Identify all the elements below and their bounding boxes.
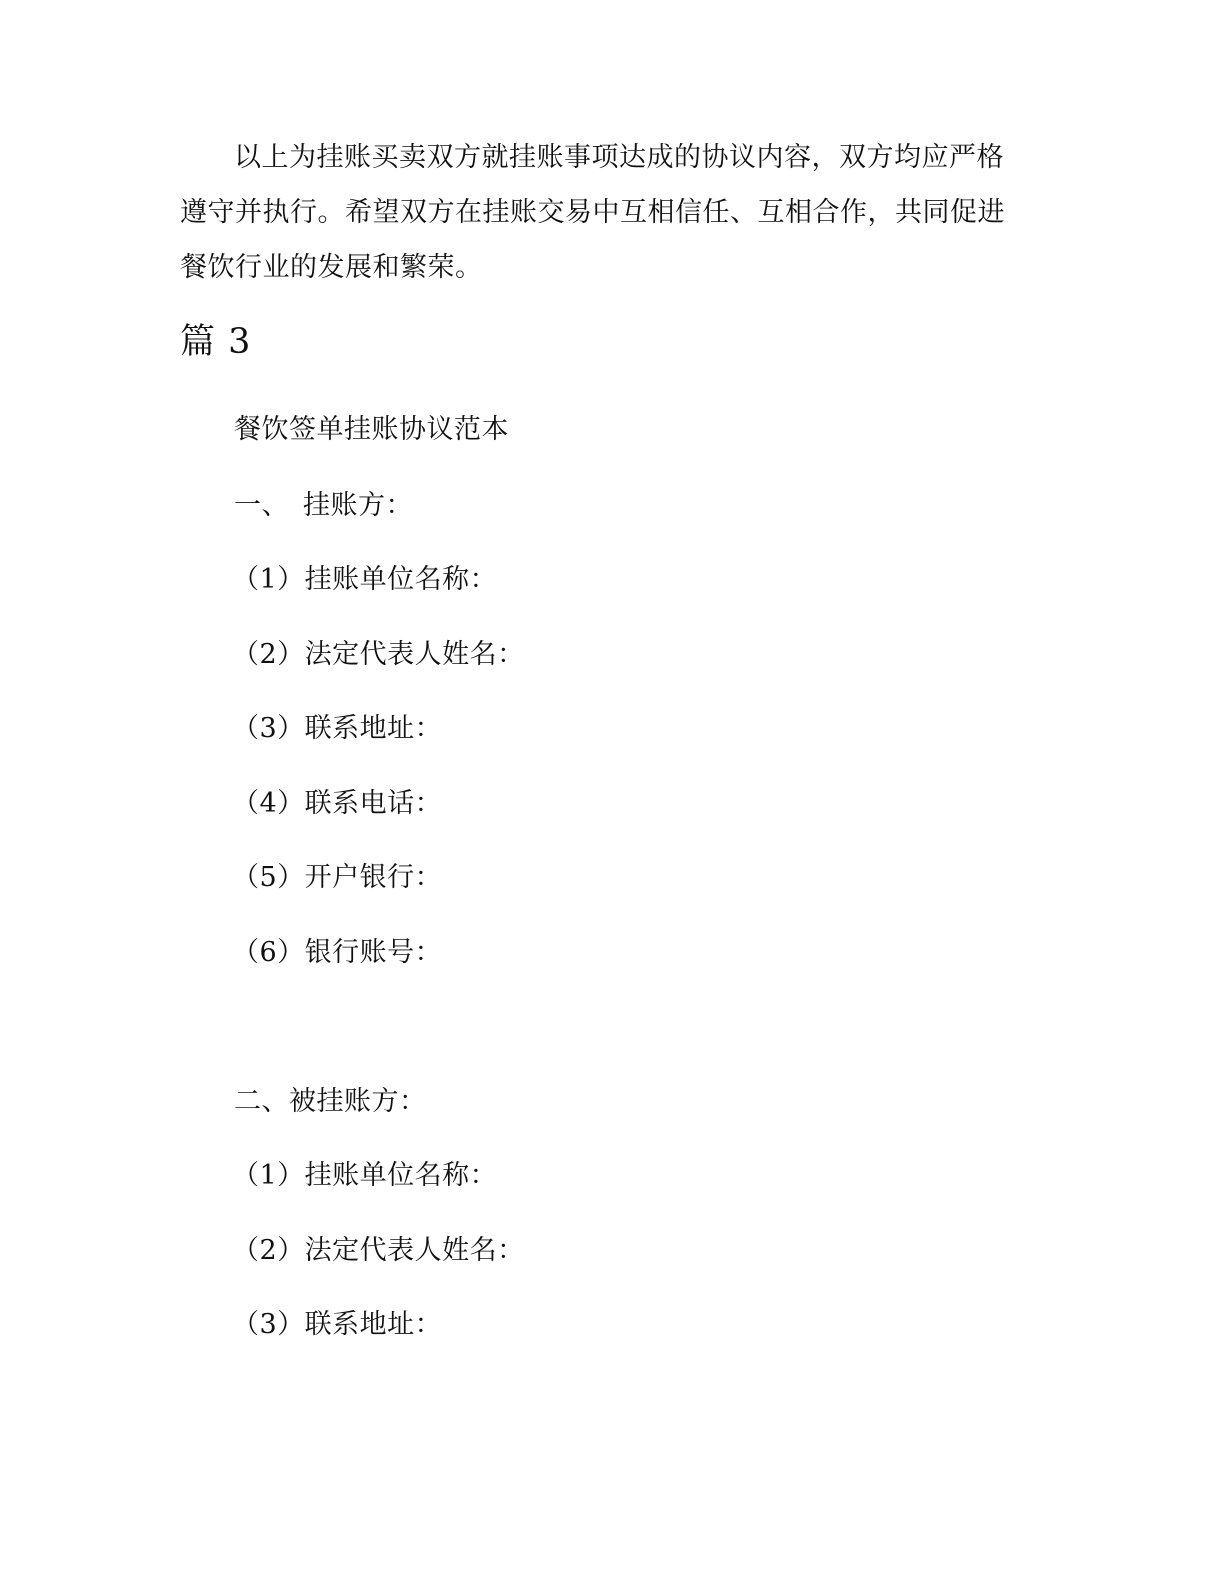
document-title: 餐饮签单挂账协议范本 <box>234 414 509 445</box>
party-two-field: （2）法定代表人姓名： <box>232 1235 525 1266</box>
party-one-heading: 一、 挂账方： <box>234 490 413 521</box>
intro-paragraph <box>180 130 1020 295</box>
party-one-field: （1）挂账单位名称： <box>232 564 498 595</box>
party-one-field: （4）联系电话： <box>232 788 443 819</box>
intro-line: 餐饮行业的发展和繁荣。 <box>180 252 483 283</box>
party-two-field: （1）挂账单位名称： <box>232 1160 498 1191</box>
intro-line: 以上为挂账买卖双方就挂账事项达成的协议内容，双方均应严格 <box>234 142 1004 173</box>
intro-line: 遵守并执行。希望双方在挂账交易中互相信任、互相合作，共同促进 <box>180 197 1005 228</box>
party-one-field: （3）联系地址： <box>232 713 443 744</box>
party-two-heading: 二、被挂账方： <box>234 1086 427 1117</box>
party-one-field: （5）开户银行： <box>232 862 443 893</box>
party-one-field: （2）法定代表人姓名： <box>232 639 525 670</box>
section-heading: 篇 3 <box>180 322 252 362</box>
party-one-field: （6）银行账号： <box>232 937 443 968</box>
party-two-field: （3）联系地址： <box>232 1309 443 1340</box>
